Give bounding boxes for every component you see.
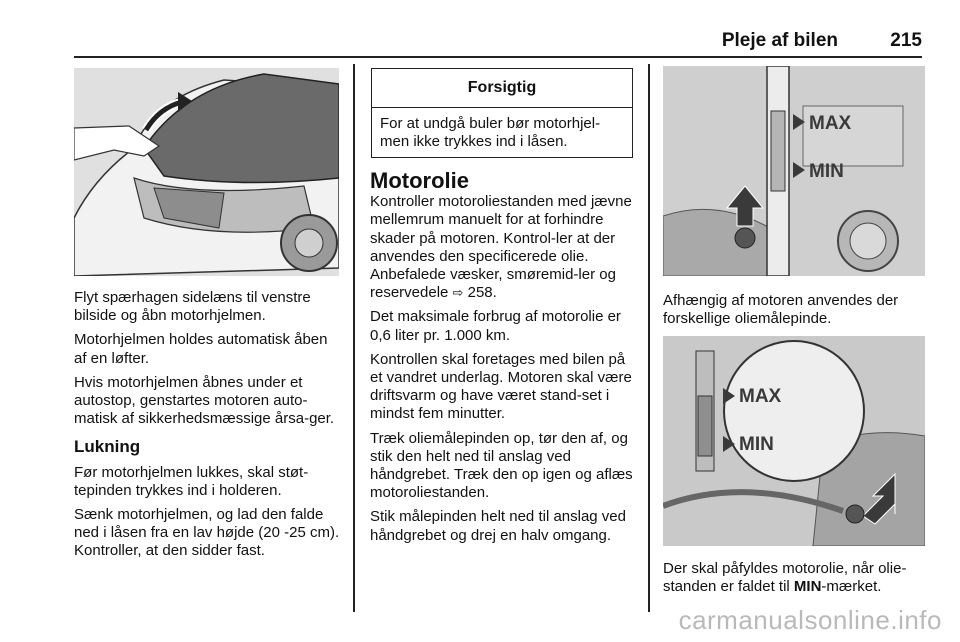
- max-label-1: MAX: [809, 113, 852, 134]
- section-heading-lukning: Lukning: [74, 437, 141, 457]
- col3-paragraph-2-end: -mærket.: [821, 578, 882, 596]
- col1-paragraph-4: Før motorhjelmen lukkes, skal støt-tepinden trykkes ind i holderen.: [74, 463, 309, 499]
- col2-paragraph-5: Stik målepinden helt ned til anslag ved håndgrebet og drej en halv omgang.: [370, 508, 626, 544]
- col1-paragraph-5: Sænk motorhjelmen, og lad den falde ned i låsen fra en lav højde (20 -25 cm). Kontroller, at den sidder fast.: [74, 506, 340, 560]
- hood-open-drawing: [74, 68, 339, 276]
- column-divider-1: [353, 64, 355, 612]
- column-divider-2: [648, 64, 650, 612]
- header-rule: [74, 56, 922, 58]
- col1-paragraph-3: Hvis motorhjelmen åbnes under et autostop, genstartes motoren auto-matisk af sikkerhedsmæssige årsa-ger.: [74, 373, 335, 428]
- section-heading-motorolie: Motorolie: [370, 168, 469, 193]
- col3-paragraph-1: Afhængig af motoren anvendes der forskellige oliemålepinde.: [663, 292, 899, 328]
- col3-paragraph-2-text: Der skal påfyldes motorolie, når olie-standen er faldet til: [663, 560, 907, 596]
- hood-open-illustration: [74, 68, 339, 276]
- col2-paragraph-2: Det maksimale forbrug af motorolie er 0,6 liter pr. 1.000 km.: [370, 308, 621, 344]
- dipstick-drawing-2: [663, 336, 925, 546]
- col2-paragraph-1: [370, 193, 636, 302]
- page-reference-link[interactable]: 258.: [467, 284, 497, 302]
- col1-paragraph-2: Motorhjelmen holdes automatisk åben af en løfter.: [74, 331, 328, 367]
- caution-title: Forsigtig: [372, 69, 632, 108]
- min-label-2: MIN: [739, 434, 774, 455]
- page-header-title: Pleje af bilen: [721, 30, 838, 51]
- caution-text: For at undgå buler bør motorhjel-men ikke trykkes ind i låsen.: [380, 115, 601, 151]
- col1-paragraph-1: Flyt spærhagen sidelæns til venstre bilside og åbn motorhjelmen.: [74, 289, 311, 325]
- page-number: 215: [890, 30, 922, 51]
- caution-box: [371, 68, 633, 158]
- col2-paragraph-3: Kontrollen skal foretages med bilen på et vandret underlag. Motoren skal være driftsvarm og have været stand-set i mindst fem minutter.: [370, 350, 632, 423]
- col2-paragraph-4: Træk oliemålepinden op, tør den af, og stik den helt ned til anslag ved håndgrebet. Træk den op igen og aflæs motoroliestanden.: [370, 429, 633, 502]
- col2-paragraph-1-text: Kontroller motoroliestanden med jævne mellemrum manuelt for at forhindre skader på motoren. Kontrol-ler at der anvendes den specificerede olie. Anbefalede væsker, smøremid-ler og reservedele: [370, 193, 632, 302]
- dipstick-illustration-1: [663, 66, 925, 276]
- dipstick-illustration-2: [663, 336, 925, 546]
- page-reference-icon: ⇨: [452, 285, 464, 301]
- col3-paragraph-2: [663, 560, 925, 596]
- min-label-1: MIN: [809, 161, 844, 182]
- dipstick-drawing-1: [663, 66, 925, 276]
- max-label-2: MAX: [739, 386, 782, 407]
- footer-watermark: carmanualsonline.info: [678, 605, 942, 635]
- min-mark-label: MIN: [793, 578, 822, 596]
